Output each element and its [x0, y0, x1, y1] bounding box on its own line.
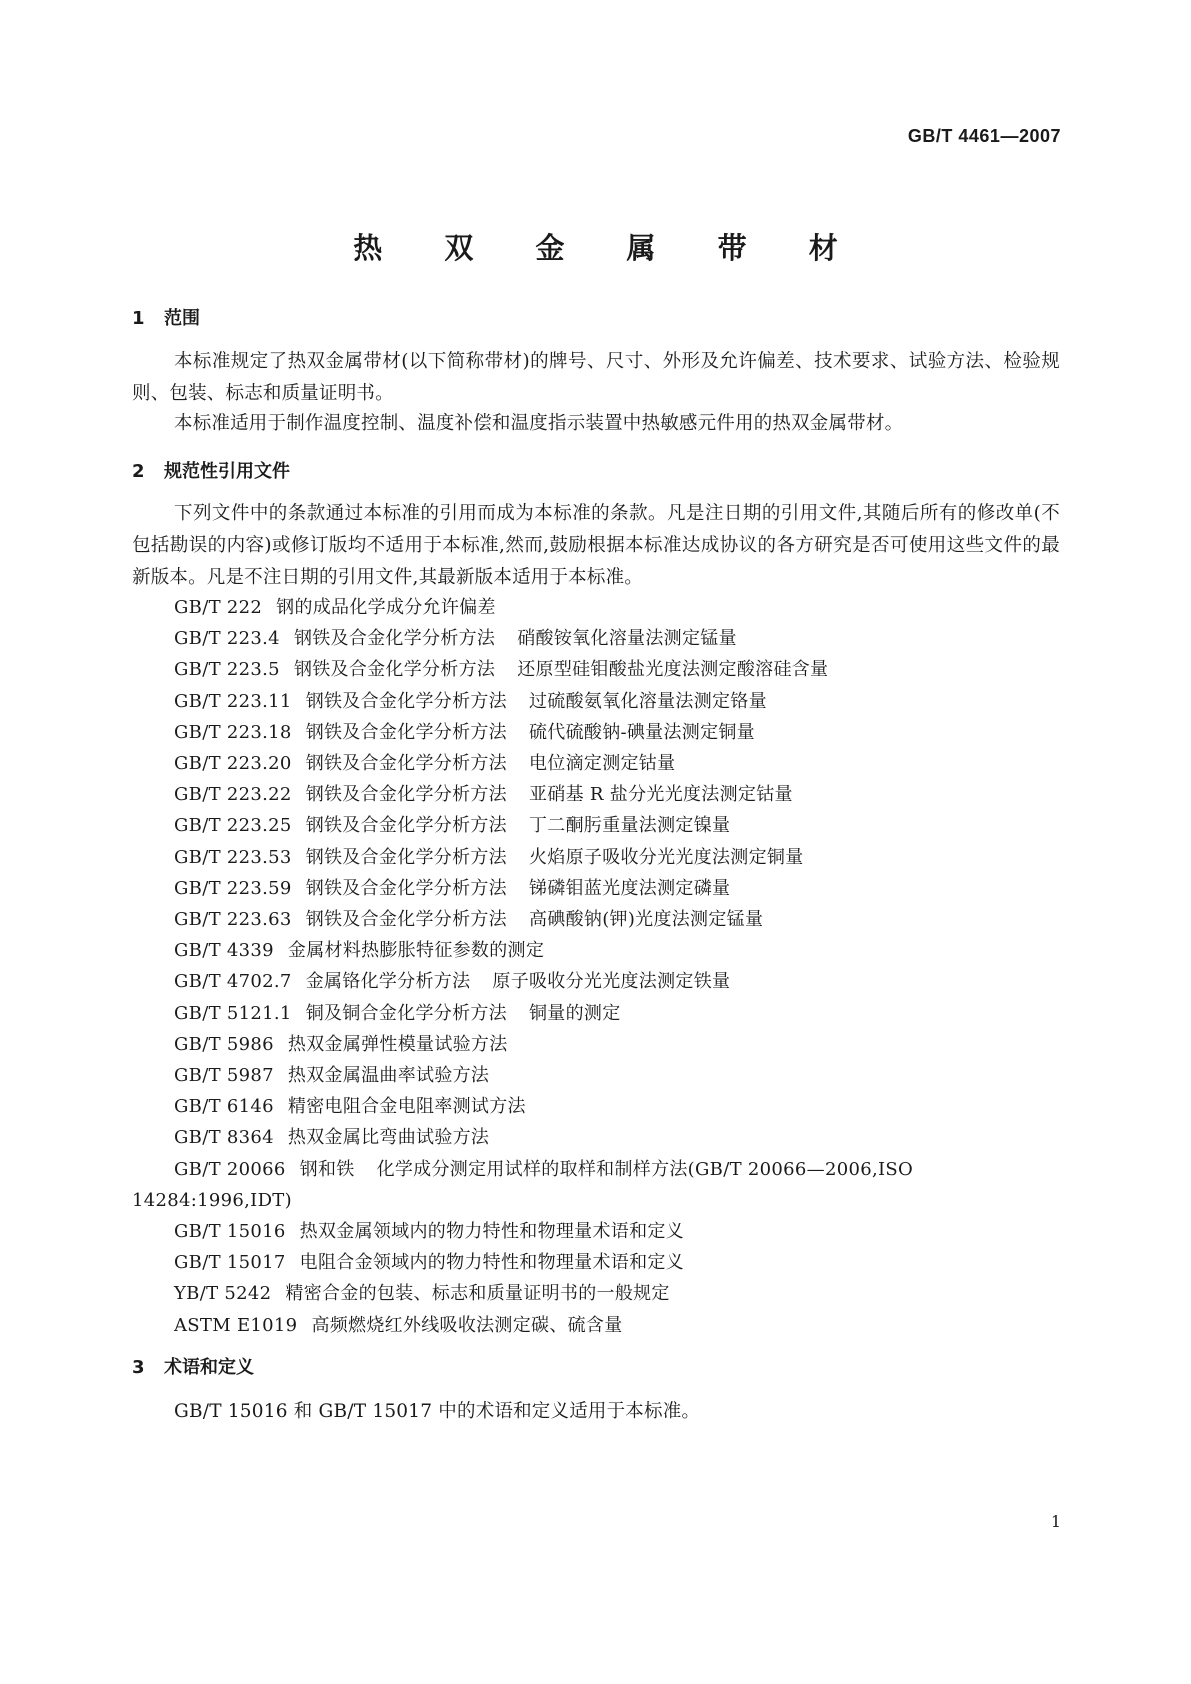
reference-code: GB/T 223.11 — [174, 690, 292, 712]
reference-item — [132, 1216, 1060, 1247]
reference-item — [132, 654, 1060, 685]
reference-title: 精密电阻合金电阻率测试方法 — [287, 1096, 526, 1118]
reference-code: GB/T 5121.1 — [174, 1002, 292, 1024]
reference-title: 高频燃烧红外线吸收法测定碳、硫含量 — [311, 1314, 623, 1336]
reference-item — [132, 1154, 1060, 1216]
reference-title: 钢和铁 — [299, 1158, 355, 1180]
page-number: 1 — [1050, 1512, 1061, 1531]
reference-item — [132, 1122, 1060, 1153]
reference-item — [132, 748, 1060, 779]
section-2-paragraph-1: 下列文件中的条款通过本标准的引用而成为本标准的条款。凡是注日期的引用文件,其随后所有的修改单(不包括勘误的内容)或修订版均不适用于本标准,然而,鼓励根据本标准达成协议的各方研究是否可使用这些文件的最新版本。凡是不注日期的引用文件,其最新版本适用于本标准。 — [132, 503, 1060, 588]
section-number: 1 — [132, 308, 145, 329]
reference-item — [132, 686, 1060, 717]
reference-code: YB/T 5242 — [174, 1283, 272, 1305]
section-1-paragraph-1: 本标准规定了热双金属带材(以下简称带材)的牌号、尺寸、外形及允许偏差、技术要求、试验方法、检验规则、包装、标志和质量证明书。 — [132, 351, 1060, 404]
reference-title: 金属铬化学分析方法 — [305, 971, 471, 993]
reference-item — [132, 998, 1060, 1029]
section-1-heading — [132, 304, 200, 330]
section-3-paragraph-1: GB/T 15016 和 GB/T 15017 中的术语和定义适用于本标准。 — [174, 1401, 701, 1422]
reference-title: 金属材料热膨胀特征参数的测定 — [287, 940, 545, 962]
reference-item — [132, 810, 1060, 841]
reference-item — [132, 1029, 1060, 1060]
reference-subtitle: 丁二酮肟重量法测定镍量 — [529, 815, 731, 837]
reference-code: GB/T 223.4 — [174, 628, 280, 650]
section-2-heading — [132, 457, 290, 483]
reference-code: GB/T 4702.7 — [174, 971, 292, 993]
reference-code: GB/T 223.20 — [174, 753, 292, 775]
reference-item — [132, 935, 1060, 966]
reference-code: GB/T 223.63 — [174, 909, 292, 931]
reference-code: GB/T 223.25 — [174, 815, 292, 837]
section-title: 规范性引用文件 — [164, 461, 290, 482]
reference-title: 钢铁及合金化学分析方法 — [305, 909, 507, 931]
reference-item — [132, 1278, 1060, 1309]
reference-subtitle: 过硫酸氨氧化溶量法测定铬量 — [529, 690, 767, 712]
reference-code: GB/T 4339 — [174, 940, 274, 962]
section-1-paragraph-2: 本标准适用于制作温度控制、温度补偿和温度指示装置中热敏感元件用的热双金属带材。 — [174, 413, 904, 434]
reference-item — [132, 1060, 1060, 1091]
section-title: 术语和定义 — [164, 1357, 254, 1378]
reference-item — [132, 779, 1060, 810]
section-number: 2 — [132, 461, 145, 482]
reference-item — [132, 592, 1060, 623]
reference-subtitle: 高碘酸钠(钾)光度法测定锰量 — [529, 909, 764, 931]
reference-subtitle: 硝酸铵氧化溶量法测定锰量 — [517, 628, 737, 650]
reference-title: 热双金属温曲率试验方法 — [287, 1065, 490, 1087]
reference-subtitle: 亚硝基 R 盐分光光度法测定钴量 — [529, 784, 793, 806]
reference-item — [132, 1310, 1060, 1341]
standard-code: GB/T 4461—2007 — [907, 126, 1061, 146]
reference-code: ASTM E1019 — [174, 1314, 298, 1336]
reference-subtitle: 铜量的测定 — [529, 1002, 621, 1024]
reference-code: GB/T 5986 — [174, 1033, 274, 1055]
reference-title: 钢铁及合金化学分析方法 — [293, 659, 496, 681]
reference-code: GB/T 15016 — [174, 1221, 286, 1243]
reference-title: 热双金属弹性模量试验方法 — [287, 1033, 508, 1055]
reference-title: 钢铁及合金化学分析方法 — [305, 721, 507, 743]
normative-references-list — [132, 592, 1060, 1341]
reference-title: 热双金属比弯曲试验方法 — [287, 1127, 490, 1149]
reference-title: 电阻合金领域内的物力特性和物理量术语和定义 — [299, 1252, 684, 1274]
reference-code: GB/T 5987 — [174, 1065, 274, 1087]
reference-title: 钢铁及合金化学分析方法 — [305, 784, 507, 806]
reference-item — [132, 717, 1060, 748]
reference-title: 钢铁及合金化学分析方法 — [305, 846, 507, 868]
reference-title: 热双金属领域内的物力特性和物理量术语和定义 — [299, 1221, 684, 1243]
section-number: 3 — [132, 1357, 145, 1378]
reference-item — [132, 1091, 1060, 1122]
reference-title: 铜及铜合金化学分析方法 — [305, 1002, 507, 1024]
reference-code: GB/T 223.5 — [174, 659, 280, 681]
reference-subtitle: 锑磷钼蓝光度法测定磷量 — [529, 877, 731, 899]
reference-code: GB/T 8364 — [174, 1127, 274, 1149]
reference-code: GB/T 223.59 — [174, 877, 292, 899]
reference-code: GB/T 20066 — [174, 1158, 286, 1180]
reference-title: 精密合金的包装、标志和质量证明书的一般规定 — [285, 1283, 670, 1305]
document-title: 热 双 金 属 带 材 — [353, 231, 864, 265]
reference-title: 钢铁及合金化学分析方法 — [293, 628, 496, 650]
reference-code: GB/T 223.18 — [174, 721, 292, 743]
reference-subtitle: 还原型硅钼酸盐光度法测定酸溶硅含量 — [517, 659, 829, 681]
reference-item — [132, 873, 1060, 904]
reference-code: GB/T 222 — [174, 597, 263, 618]
reference-subtitle: 硫代硫酸钠-碘量法测定铜量 — [529, 721, 755, 743]
reference-item — [132, 623, 1060, 654]
reference-title: 钢铁及合金化学分析方法 — [305, 753, 507, 775]
reference-code: GB/T 223.22 — [174, 784, 292, 806]
reference-item — [132, 966, 1060, 997]
reference-code: GB/T 15017 — [174, 1252, 286, 1274]
reference-code: GB/T 223.53 — [174, 846, 292, 868]
reference-title: 钢铁及合金化学分析方法 — [305, 877, 507, 899]
section-title: 范围 — [164, 308, 200, 329]
reference-subtitle: 火焰原子吸收分光光度法测定铜量 — [529, 846, 804, 868]
reference-title: 钢铁及合金化学分析方法 — [305, 690, 507, 712]
section-3-heading — [132, 1353, 254, 1379]
reference-item — [132, 904, 1060, 935]
reference-subtitle: 电位滴定测定钴量 — [529, 753, 676, 775]
reference-subtitle: 化学成分测定用试样的取样和制样方法(GB/T 20066—2006,ISO 14284:1996,IDT) — [132, 1158, 914, 1211]
reference-title: 钢的成品化学成分允许偏差 — [276, 597, 496, 618]
reference-code: GB/T 6146 — [174, 1096, 274, 1118]
reference-subtitle: 原子吸收分光光度法测定铁量 — [492, 971, 731, 993]
reference-item — [132, 1247, 1060, 1278]
reference-item — [132, 842, 1060, 873]
reference-title: 钢铁及合金化学分析方法 — [305, 815, 507, 837]
